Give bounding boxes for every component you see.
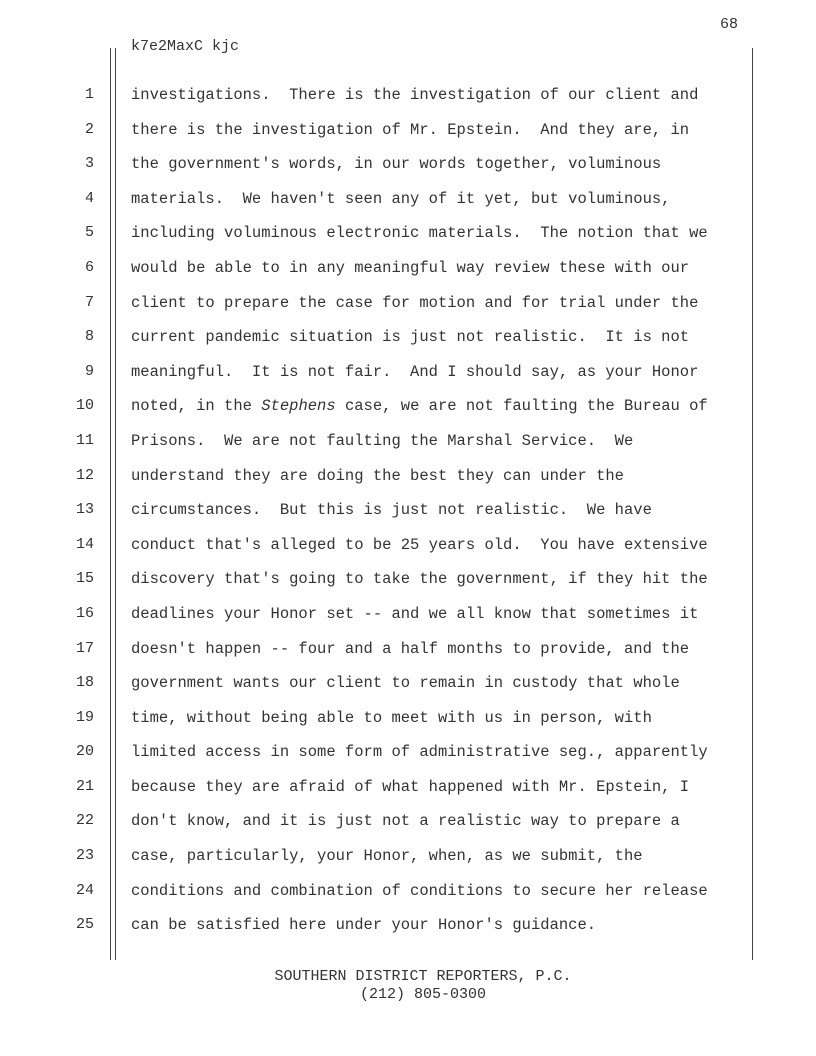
transcript-line: doesn't happen -- four and a half months to provide, and the [131,639,690,658]
line-number: 22 [75,812,94,830]
line-number: 7 [84,293,94,311]
footer [0,968,816,1004]
line-number: 12 [75,466,94,484]
line-number-column [60,86,94,951]
transcript-line: the government's words, in our words together, voluminous [131,155,662,174]
footer-phone: (212) 805-0300 [359,986,487,1003]
line-number: 20 [75,743,94,761]
transcript-line: circumstances. But this is just not realistic. We have [131,501,652,520]
transcript-line: discovery that's going to take the government, if they hit the [131,570,708,589]
transcript-line: can be satisfied here under your Honor's guidance. [131,916,597,935]
transcript-line: current pandemic situation is just not realistic. It is not [131,328,690,347]
line-number: 24 [75,881,94,899]
line-number: 16 [75,604,94,622]
transcript-line: there is the investigation of Mr. Epstein. And they are, in [131,120,690,139]
transcript-line: materials. We haven't seen any of it yet, but voluminous, [131,189,671,208]
transcript-line: meaningful. It is not fair. And I should say, as your Honor [131,362,699,381]
line-number: 8 [84,328,94,346]
line-number: 3 [84,155,94,173]
left-margin-rule-outer [110,48,111,960]
line-number: 17 [75,639,94,657]
transcript-line: understand they are doing the best they can under the [131,466,624,485]
right-margin-rule [752,48,753,960]
left-margin-rule-inner [115,48,116,960]
page-number: 68 [719,16,738,33]
transcript-line: time, without being able to meet with us in person, with [131,708,652,727]
line-number: 23 [75,847,94,865]
line-number: 9 [84,362,94,380]
transcript-line: conduct that's alleged to be 25 years old. You have extensive [131,535,708,554]
line-number: 4 [84,189,94,207]
transcript-line: deadlines your Honor set -- and we all know that sometimes it [131,604,699,623]
transcript-text: noted, in the [131,397,262,416]
transcript-line: conditions and combination of conditions to secure her release [131,881,708,900]
transcript-line: client to prepare the case for motion and for trial under the [131,293,699,312]
line-number: 6 [84,258,94,276]
line-number: 18 [75,674,94,692]
transcript-line: because they are afraid of what happened with Mr. Epstein, I [131,777,690,796]
transcript-line: don't know, and it is just not a realistic way to prepare a [131,812,680,831]
line-number: 25 [75,916,94,934]
line-number: 21 [75,777,94,795]
line-number: 5 [84,224,94,242]
line-number: 11 [75,431,94,449]
line-number: 2 [84,120,94,138]
header-code: k7e2MaxC kjc [131,38,240,55]
transcript-text: case, we are not faulting the Bureau of [335,397,708,416]
transcript-line: limited access in some form of administrative seg., apparently [131,743,708,762]
line-number: 15 [75,570,94,588]
case-name-italic: Stephens [261,397,336,416]
transcript-line: Prisons. We are not faulting the Marshal Service. We [131,431,634,450]
transcript-line: case, particularly, your Honor, when, as we submit, the [131,847,643,866]
transcript-line: investigations. There is the investigation of our client and [131,86,699,104]
line-number: 10 [75,397,94,415]
line-number: 1 [84,86,94,103]
line-number: 14 [75,535,94,553]
footer-reporter-name: SOUTHERN DISTRICT REPORTERS, P.C. [274,968,572,985]
line-number: 19 [75,708,94,726]
transcript-line: would be able to in any meaningful way review these with our [131,258,690,277]
transcript-line [131,397,746,432]
line-number: 13 [75,501,94,519]
transcript-line: government wants our client to remain in custody that whole [131,674,680,693]
transcript-line: including voluminous electronic materials. The notion that we [131,224,708,243]
transcript-body [131,86,746,951]
